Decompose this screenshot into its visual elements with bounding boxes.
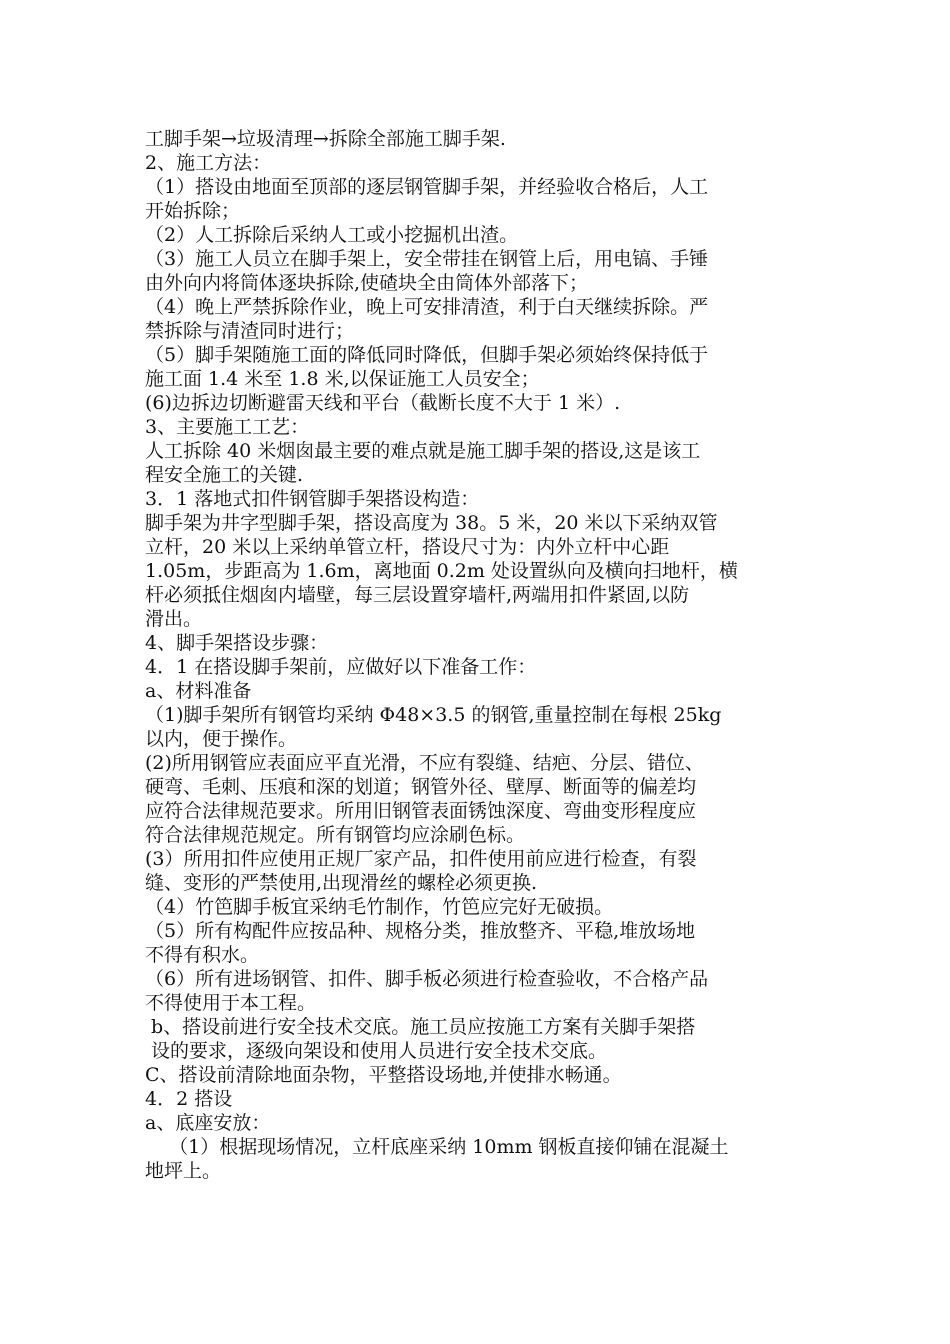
- text-line: 3、主要施工工艺：: [145, 416, 310, 438]
- text-line: （1)脚手架所有钢管均采纳 Φ48×3.5 的钢管,重量控制在每根 25kg: [145, 704, 722, 726]
- text-line: 缝、变形的严禁使用,出现滑丝的螺栓必须更换.: [145, 872, 538, 894]
- text-line: 3．1 落地式扣件钢管脚手架搭设构造：: [145, 488, 480, 510]
- text-line: 4．2 搭设: [145, 1088, 233, 1110]
- text-line: （3）施工人员立在脚手架上，安全带挂在钢管上后，用电镐、手锤: [145, 248, 709, 270]
- text-line: 设的要求，逐级向架设和使用人员进行安全技术交底。: [145, 1040, 608, 1062]
- text-line: 脚手架为井字型脚手架，搭设高度为 38。5 米，20 米以下采纳双管: [145, 512, 718, 534]
- text-line: 符合法律规范规定。所有钢管均应涂刷色标。: [145, 824, 526, 846]
- text-line: 不得使用于本工程。: [145, 992, 317, 1014]
- text-line: （1）搭设由地面至顶部的逐层钢管脚手架，并经验收合格后，人工: [145, 176, 709, 198]
- text-line: a、材料准备: [145, 680, 252, 702]
- text-line: 工脚手架→垃圾清理→拆除全部施工脚手架.: [145, 128, 506, 150]
- text-line: 开始拆除；: [145, 200, 241, 222]
- text-line: (2)所用钢管应表面应平直光滑，不应有裂缝、结疤、分层、错位、: [145, 752, 704, 774]
- text-line: 施工面 1.4 米至 1.8 米,以保证施工人员安全；: [145, 368, 540, 390]
- text-line: （2）人工拆除后采纳人工或小挖掘机出渣。: [145, 224, 519, 246]
- document-body: [145, 127, 815, 1183]
- text-line: 不得有积水。: [145, 944, 260, 966]
- text-line: 程安全施工的关键.: [145, 464, 304, 486]
- text-line: 4．1 在搭设脚手架前，应做好以下准备工作：: [145, 656, 537, 678]
- text-line: 滑出。: [145, 608, 203, 630]
- text-line: （1）根据现场情况，立杆底座采纳 10mm 钢板直接仰铺在混凝土: [145, 1136, 729, 1158]
- text-line: （4）竹笆脚手板宜采纳毛竹制作，竹笆应完好无破损。: [145, 896, 614, 918]
- text-line: a、底座安放：: [145, 1112, 271, 1134]
- text-line: （5）脚手架随施工面的降低同时降低，但脚手架必须始终保持低于: [145, 344, 709, 366]
- text-line: (6)边拆边切断避雷天线和平台（截断长度不大于 1 米）.: [145, 392, 621, 414]
- text-line: （4）晚上严禁拆除作业，晚上可安排清渣，利于白天继续拆除。严: [145, 296, 709, 318]
- text-line: (3）所用扣件应使用正规厂家产品，扣件使用前应进行检查，有裂: [145, 848, 697, 870]
- text-line: 2、施工方法：: [145, 152, 272, 174]
- text-line: 杆必须抵住烟囱内墙壁，每三层设置穿墙杆,两端用扣件紧固,以防: [145, 584, 690, 606]
- text-line: 地坪上。: [145, 1160, 222, 1182]
- text-line: b、搭设前进行安全技术交底。施工员应按施工方案有关脚手架搭: [145, 1016, 696, 1038]
- text-line: （6）所有进场钢管、扣件、脚手板必须进行检查验收，不合格产品: [145, 968, 709, 990]
- text-line: 人工拆除 40 米烟囱最主要的难点就是施工脚手架的搭设,这是该工: [145, 440, 701, 462]
- text-line: 4、脚手架搭设步骤：: [145, 632, 329, 654]
- text-line: 立杆，20 米以上采纳单管立杆，搭设尺寸为：内外立杆中心距: [145, 536, 670, 558]
- text-line: C、搭设前清除地面杂物，平整搭设场地,并使排水畅通。: [145, 1064, 622, 1086]
- text-line: 应符合法律规范要求。所用旧钢管表面锈蚀深度、弯曲变形程度应: [145, 800, 697, 822]
- text-line: 禁拆除与清渣同时进行；: [145, 320, 355, 342]
- text-line: 硬弯、毛刺、压痕和深的划道；钢管外径、壁厚、断面等的偏差均: [145, 776, 697, 798]
- text-line: 由外向内将筒体逐块拆除,使碴块全由筒体外部落下；: [145, 272, 589, 294]
- text-line: 1.05m，步距高为 1.6m，离地面 0.2m 处设置纵向及横向扫地杆，横: [145, 560, 738, 582]
- text-line: （5）所有构配件应按品种、规格分类，推放整齐、平稳,堆放场地: [145, 920, 696, 942]
- text-line: 以内，便于操作。: [145, 728, 298, 750]
